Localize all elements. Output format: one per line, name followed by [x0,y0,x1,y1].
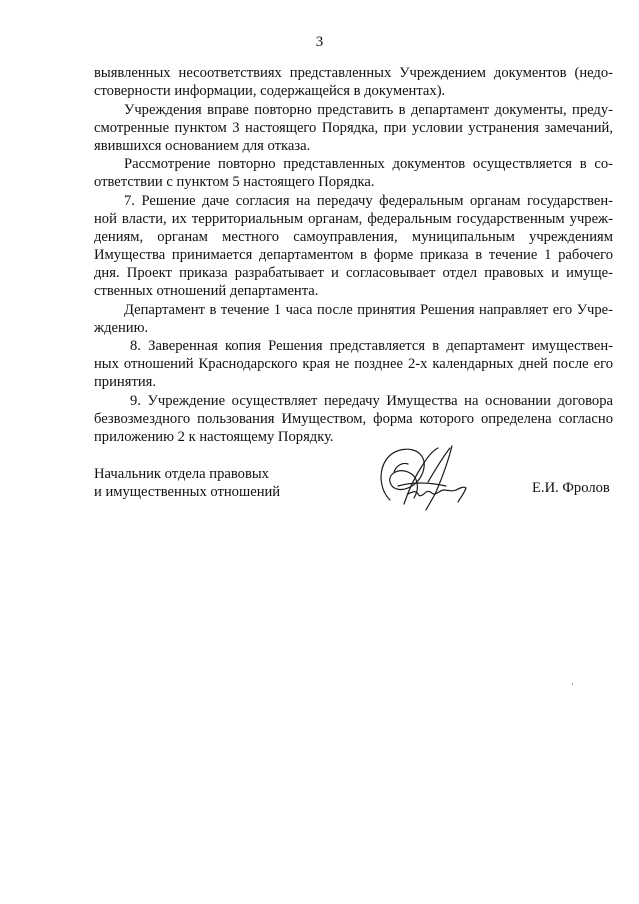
body-line: дня. Проект приказа разрабатывает и согласовывает отдел правовых и имуще- [94,265,613,281]
body-line: дениям, органам местного самоуправления, муниципальным учреждениям [94,229,613,245]
body-line: ждению. [94,320,149,336]
handwritten-signature [368,442,480,514]
signatory-title-line-2: и имущественных отношений [94,484,281,500]
body-line: ной власти, их территориальным органам, федеральным государственным учреж- [94,211,613,227]
body-line: Учреждения вправе повторно представить в департамент документы, преду- [124,102,613,118]
body-line: 7. Решение даче согласия на передачу федеральным органам государствен- [124,193,613,209]
body-line: приложению 2 к настоящему Порядку. [94,429,334,445]
body-line: Департамент в течение 1 часа после принятия Решения направляет его Учре- [124,302,613,318]
body-line: явившихся основанием для отказа. [94,138,311,154]
body-line: принятия. [94,374,156,390]
signatory-name: Е.И. Фролов [532,480,610,496]
body-line: смотренные пунктом 3 настоящего Порядка, при условии устранения замечаний, [94,120,613,136]
body-line: ных отношений Краснодарского края не позднее 2-х календарных дней после его [94,356,613,372]
body-line: 9. Учреждение осуществляет передачу Имущества на основании договора [130,393,613,409]
page-number: 3 [315,34,324,50]
scan-artifact [572,683,573,685]
body-line: стоверности информации, содержащейся в документах). [94,83,446,99]
body-line: безвозмездного пользования Имуществом, форма которого определена согласно [94,411,613,427]
body-line: 8. Заверенная копия Решения представляется в департамент имуществен- [130,338,613,354]
signatory-title-line-1: Начальник отдела правовых [94,466,269,482]
body-line: Рассмотрение повторно представленных документов осуществляется в со- [124,156,613,172]
body-line: ственных отношений департамента. [94,283,319,299]
body-line: ответствии с пунктом 5 настоящего Порядка. [94,174,375,190]
body-line: выявленных несоответствиях представленных Учреждением документов (недо- [94,65,613,81]
body-line: Имущества принимается департаментом в форме приказа в течение 1 рабочего [94,247,613,263]
